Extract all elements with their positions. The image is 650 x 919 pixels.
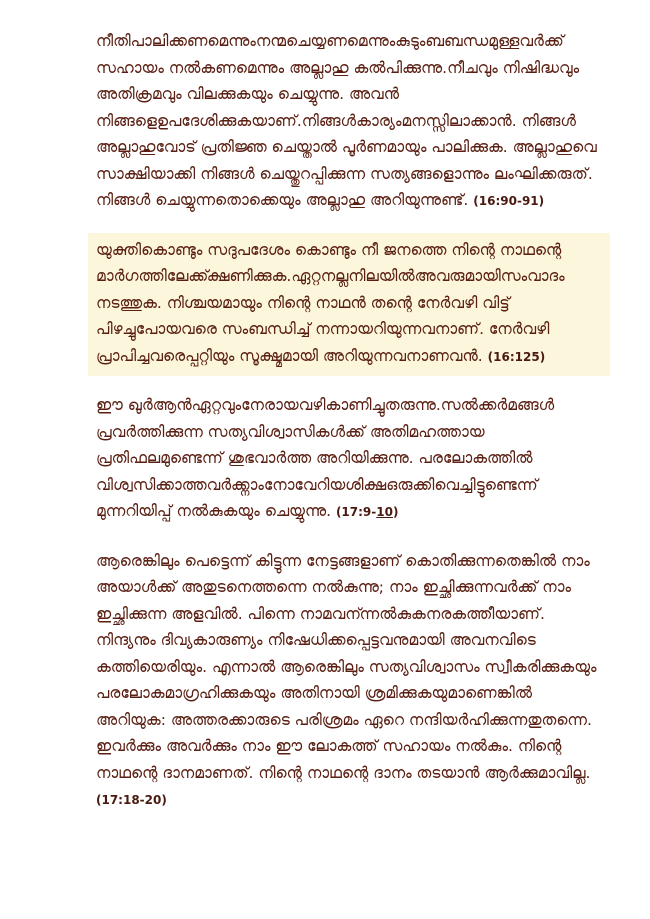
verse-reference-prefix: (17:9- (335, 505, 377, 519)
verse-reference: (17:18-20) (96, 793, 167, 807)
paragraph-text: ആരെങ്കിലും പെട്ടെന്ന് കിട്ടുന്ന നേട്ടങ്ങളാണ് കൊതിക്കുന്നതെങ്കിൽ നാം അയാൾക്ക് അതുടനെത്തന്നെ നൽകുന്നു; നാം ഇച്ഛിക്കുന്നവർക്ക് നാം ഇച്ഛിക്കുന്ന അളവിൽ. പിന്നെ നാമവന്ന്നൽകുകനരകത്തീയാണ്. നിന്ദ്യനും ദിവ്യകാരുണ്യം നിഷേധിക്കപ്പെട്ടവനുമായി അവനവിടെ കത്തിയെരിയും. എന്നാൽ ആരെങ്കിലും സത്യവിശ്വാസം സ്വീകരിക്കുകയും പരലോകമാഗ്രഹിക്കുകയും അതിനായി ശ്രമിക്കുകയുമാണെങ്കിൽ അറിയുക: അത്തരക്കാരുടെ പരിശ്രമം ഏറെ നന്ദിയർഹിക്കുന്നതുതന്നെ. ഇവർക്കും അവർക്കും നാം ഈ ലോകത്ത് സഹായം നൽകും. നിന്റെ നാഥന്റെ ദാനമാണത്. നിന്റെ നാഥന്റെ ദാനം തടയാൻ ആർക്കുമാവില്ല. (96, 551, 597, 782)
paragraph-17-9-10 (88, 388, 610, 532)
paragraph-16-125 (88, 233, 610, 377)
paragraph-text: നീതിപാലിക്കണമെന്നുംനന്മചെയ്യണമെന്നുംകുടുംബബന്ധമുള്ളവർക്ക് സഹായം നൽകണമെന്നും അല്ലാഹു കൽപിക്കുന്നു.നീചവും നിഷിദ്ധവും അതിക്രമവും വിലക്കുകയും ചെയ്യുന്നു. അവൻ നിങ്ങളെഉപദേശിക്കുകയാണ്.നിങ്ങൾകാര്യംമനസ്സിലാക്കാൻ. നിങ്ങൾ അല്ലാഹുവോട് പ്രതിജ്ഞ ചെയ്താൽ പൂർണമായും പാലിക്കുക. അല്ലാഹുവെ സാക്ഷിയാക്കി നിങ്ങൾ ചെയ്തുറപ്പിക്കുന്ന സത്യങ്ങളൊന്നും ലംഘിക്കരുത്. നിങ്ങൾ ചെയ്യുന്നതൊക്കെയും അല്ലാഹു അറിയുന്നുണ്ട്. (96, 32, 597, 209)
paragraph-text: യുക്തികൊണ്ടും സദുപദേശം കൊണ്ടും നീ ജനത്തെ നിന്റെ നാഥന്റെ മാർഗത്തിലേക്ക്ക്ഷണിക്കുക.ഏറ്റനല്ലനിലയിൽഅവരുമായിസംവാദം നടത്തുക. നിശ്ചയമായും നിന്റെ നാഥൻ തന്റെ നേർവഴി വിട്ട് പിഴച്ചുപോയവരെ സംബന്ധിച്ച് നന്നായറിയുന്നവനാണ്. നേർവഴി പ്രാപിച്ചവരെപ്പറ്റിയും സൂക്ഷ്മമായി അറിയുന്നവനാണവൻ. (96, 240, 565, 365)
verse-reference-underlined: 10 (376, 505, 393, 519)
verse-reference (336, 505, 399, 519)
verse-reference-suffix: ) (392, 505, 399, 519)
paragraph-16-90-91 (88, 24, 610, 221)
paragraph-17-18-20 (88, 544, 610, 820)
paragraph-text: ഈ ഖുർആൻഏറ്റവുംനേരായവഴികാണിച്ചുതരുന്നു.സൽക്കർമങ്ങൾ പ്രവർത്തിക്കുന്ന സത്യവിശ്വാസികൾക്ക് അതിമഹത്തായ പ്രതിഫലമുണ്ടെന്ന് ശുഭവാർത്ത അറിയിക്കുന്നു. പരലോകത്തിൽ വിശ്വസിക്കാത്തവർക്ക്നാംനോവേറിയശിക്ഷഒരുക്കിവെച്ചിട്ടുണ്ടെന്ന് മുന്നറിയിപ്പ് നൽകുകയും ചെയ്യുന്നു. (96, 396, 555, 520)
verse-reference: (16:90-91) (473, 194, 545, 208)
verse-reference: (16:125) (487, 349, 546, 364)
